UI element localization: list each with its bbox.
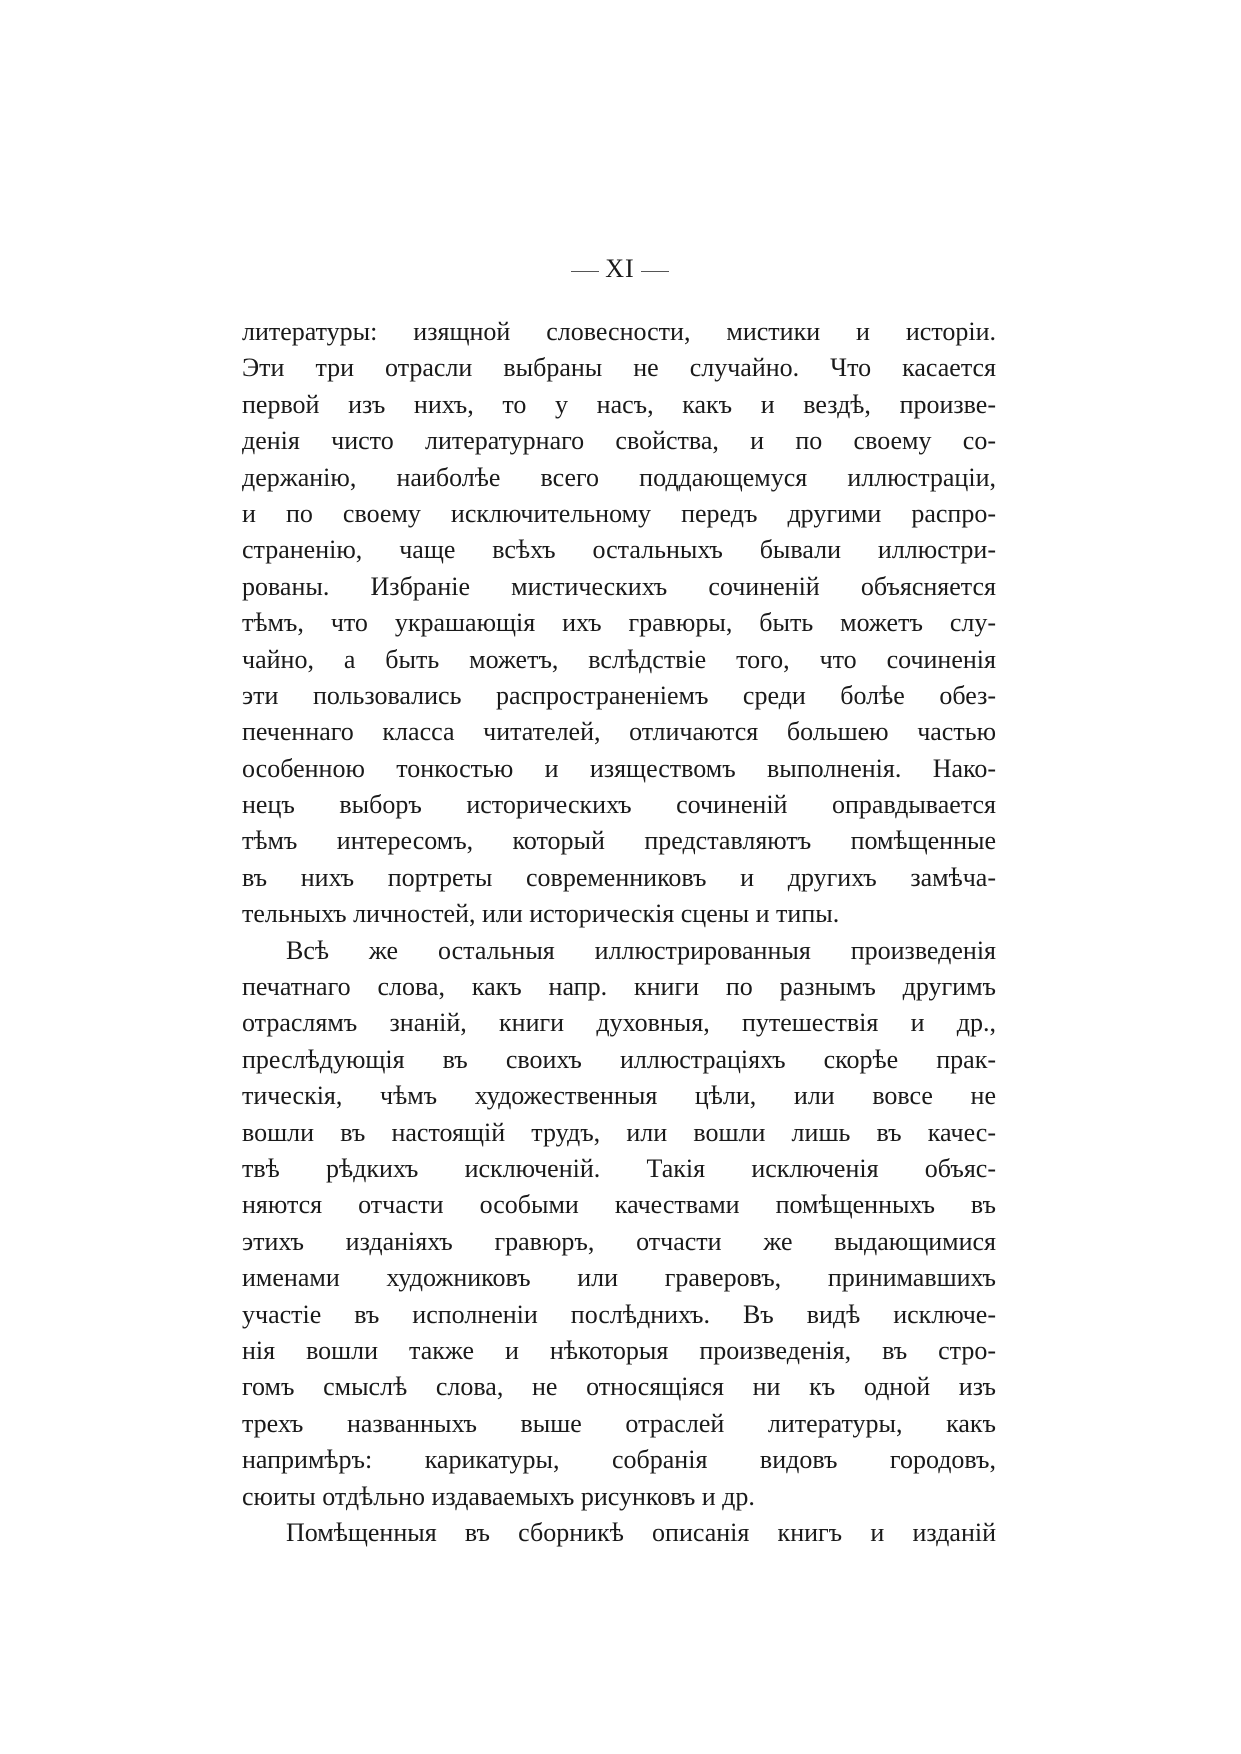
text-line: эти пользовались распространенiемъ среди болѣе обез-: [242, 680, 996, 710]
text-line: тѣмъ, что украшающiя ихъ гравюры, быть можетъ слу-: [242, 608, 996, 638]
text-line: нецъ выборъ историческихъ сочиненiй оправдывается: [242, 790, 996, 820]
text-line: участiе въ исполненiи послѣднихъ. Въ видѣ исключе-: [242, 1299, 996, 1329]
text-line: тическiя, чѣмъ художественныя цѣли, или вовсе не: [242, 1081, 996, 1111]
paragraph-start-line: Помѣщенныя въ сборникѣ описанiя книгъ и изданiй: [286, 1517, 996, 1547]
body-text: [242, 314, 996, 1551]
text-line: этихъ изданiяхъ гравюръ, отчасти же выдающимися: [242, 1226, 996, 1256]
text-line: преслѣдующiя въ своихъ иллюстрацiяхъ скорѣе прак-: [242, 1044, 996, 1074]
text-line: няются отчасти особыми качествами помѣщенныхъ въ: [242, 1190, 996, 1220]
text-line: твѣ рѣдкихъ исключенiй. Такiя исключенiя объяс-: [242, 1153, 996, 1183]
text-line: печатнаго слова, какъ напр. книги по разнымъ другимъ: [242, 972, 996, 1002]
page-number-text: XI: [605, 254, 635, 283]
text-line: Эти три отрасли выбраны не случайно. Что касается: [242, 353, 996, 383]
text-line: вошли въ настоящiй трудъ, или вошли лишь въ качес-: [242, 1117, 996, 1147]
text-line: и по своему исключительному передъ другими распро-: [242, 498, 996, 528]
paragraph-start-line: Всѣ же остальныя иллюстрированныя произведенiя: [286, 935, 996, 965]
text-line: первой изъ нихъ, то у насъ, какъ и вездѣ, произве-: [242, 389, 996, 419]
text-line: трехъ названныхъ выше отраслей литературы, какъ: [242, 1408, 996, 1438]
page-number-rule-left: [571, 271, 599, 272]
text-line: именами художниковъ или граверовъ, принимавшихъ: [242, 1263, 996, 1293]
text-line: напримѣръ: карикатуры, собранiя видовъ городовъ,: [242, 1445, 996, 1475]
text-line: печеннаго класса читателей, отличаются большею частью: [242, 717, 996, 747]
text-line: держанiю, наиболѣе всего поддающемуся иллюстрацiи,: [242, 462, 996, 492]
text-line: нiя вошли также и нѣкоторыя произведенiя, въ стро-: [242, 1335, 996, 1365]
text-line: въ нихъ портреты современниковъ и другихъ замѣча-: [242, 862, 996, 892]
page-number-rule-right: [641, 271, 669, 272]
text-line: особенною тонкостью и изяществомъ выполненiя. Нако-: [242, 753, 996, 783]
text-line: страненiю, чаще всѣхъ остальныхъ бывали иллюстри-: [242, 535, 996, 565]
text-line: литературы: изящной словесности, мистики и исторiи.: [242, 317, 996, 346]
text-line: отраслямъ знанiй, книги духовныя, путешествiя и др.,: [242, 1008, 996, 1038]
text-line: гомъ смыслѣ слова, не относящiяся ни къ одной изъ: [242, 1372, 996, 1402]
text-line: денiя чисто литературнаго свойства, и по своему со-: [242, 426, 996, 456]
text-line: тѣмъ интересомъ, который представляютъ помѣщенные: [242, 826, 996, 856]
paragraph-end-line: сюиты отдѣльно издаваемыхъ рисунковъ и др.: [242, 1481, 755, 1511]
text-line: рованы. Избранiе мистическихъ сочиненiй объясняется: [242, 571, 996, 601]
page-number: [565, 254, 675, 284]
text-line: чайно, а быть можетъ, вслѣдствiе того, что сочиненiя: [242, 644, 996, 674]
paragraph-end-line: тельныхъ личностей, или историческiя сцены и типы.: [242, 899, 840, 929]
